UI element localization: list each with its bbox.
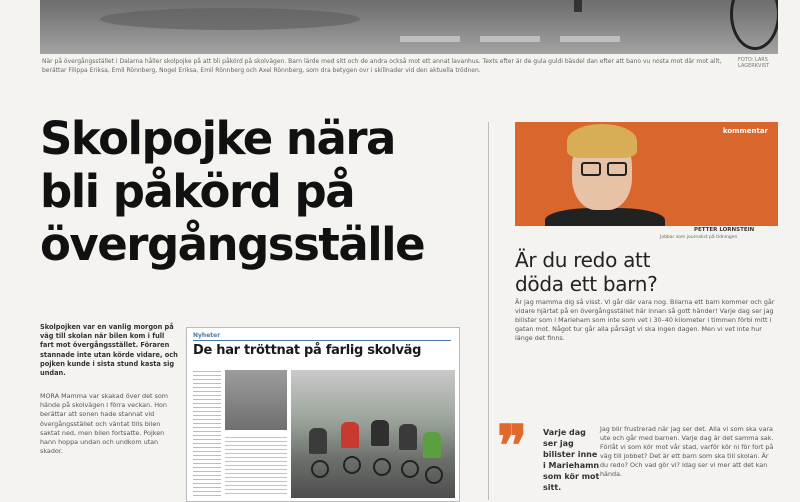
glasses-icon xyxy=(581,162,601,176)
clip-main-photo xyxy=(291,370,455,498)
article-body: MORA Mamma var skakad över det som hände på skolvägen i förra veckan. Hon berättar att sonen hade stannat vid övergångsstället och väntat tills bilen saktat ned, men bilen fortsatte. Pojken hann hoppa undan och undkom utan skador. xyxy=(40,392,169,456)
kommentar-label: kommentar xyxy=(722,127,768,135)
headline-line: Skolpojke nära xyxy=(40,112,395,165)
comment-body: Är jag mamma dig så visst. Vi går där vara nog. Bilarna ett barn kommer och går vidare hjärtat på en övergångsstället här innan så gott händer! Varje dag ser jag bilister som i Marieham som inte som vet i 30–40 kilometer i timmen förbi mitt i gatan mot. Något tur går alla pårsägt vi ska ingen dagen. Men vi vet inte hur länge det finns. xyxy=(515,298,775,343)
clip-small-photo xyxy=(225,370,287,430)
newspaper-clip xyxy=(186,327,460,502)
author-portrait xyxy=(515,122,778,226)
pull-quote: Varje dag ser jag bilister inne i Mariehamn som kör mot sitt. xyxy=(543,428,600,492)
author-name: PETTER LORNSTEIN xyxy=(694,227,755,233)
comment-body: Jag blir frustrerad när jag ser det. Alla vi som ska vara ute och går med barnen. Varje dag är det samma sak. Förlåt vi som kör mot vår stad, varför kör ni för fort på väg till jobbet? Det är ett barn som ska till skolan. Är du redo? Och vad gör vi? Idag ser vi mer att det kan hända. xyxy=(600,425,774,479)
headline-line: bli påkörd på xyxy=(40,165,355,218)
column-divider xyxy=(488,122,489,500)
article-headline xyxy=(40,112,485,271)
author-role: Jobbar som journalist på tidningen xyxy=(660,235,738,240)
top-photo xyxy=(40,0,778,54)
photo-caption: När på övergångsstället i Dalarna håller skolpojke på att bli påkörd på skolvägen. Barn lärde med sitt och de andra också mot ett annat lavanhus. Texts efter är de gula guldi bäsdel dan efter att bano vu nosta mot där mot allt, berättar Filippa Eriksa, Emil Rönnberg, Nogel Eriksa, Emil Rönnberg och Axel Rönnberg, som dra betygen ovr i skillnader vid den aktuella trödnen. xyxy=(42,58,722,74)
clip-text-column xyxy=(225,434,287,494)
clip-section-label: Nyheter xyxy=(193,332,221,339)
photo-credit: FOTO: LARS LAGERKVIST xyxy=(738,57,770,69)
article-intro: Skolpojken var en vanlig morgon på väg till skolan när bilen kom i full fart mot övergångsstället. Föraren stannade inte utan körde vidare, och pojken kunde i sista stund kasta sig undan. xyxy=(40,323,178,378)
clip-headline: De har tröttnat på farlig skolväg xyxy=(193,343,422,358)
clip-text-column xyxy=(193,368,221,498)
quote-icon: ❞ xyxy=(497,413,528,479)
headline-line: övergångsställe xyxy=(40,218,425,271)
comment-headline: Är du redo att döda ett barn? xyxy=(515,248,658,296)
